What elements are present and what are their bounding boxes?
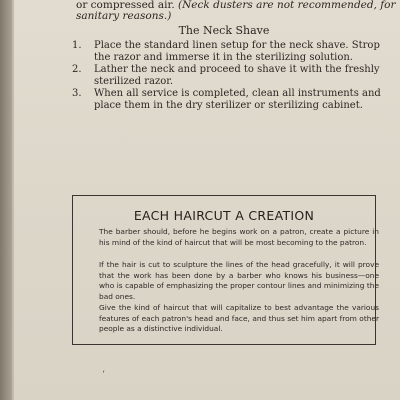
book-page bbox=[14, 0, 400, 400]
step-text: When all service is completed, clean all instruments and place them in the dry sterilizer or sterilizing cabinet. bbox=[94, 88, 381, 111]
steps-list bbox=[72, 40, 392, 112]
top-text-italic: (Neck dusters are not recommended, for bbox=[178, 0, 396, 11]
box-title: EACH HAIRCUT A CREATION bbox=[133, 208, 315, 223]
haircut-box bbox=[72, 195, 379, 345]
box-paragraph-3: Give the kind of haircut that will capitalize to best advantage the various features of each patron's head and face, and thus set him apart from other people as a distinctive individual. bbox=[99, 303, 379, 334]
top-text-line-2 bbox=[76, 10, 386, 22]
box-paragraph-2: If the hair is cut to sculpture the lines of the head gracefully, it will prove that the work has been done by a barber who knows his business—one who is capable of emphasizing the proper contour lines and minimizing the bad ones. bbox=[99, 260, 379, 301]
step-item bbox=[72, 88, 392, 111]
top-text-plain: or compressed air. bbox=[76, 0, 175, 11]
ink-mark: ‘ bbox=[102, 370, 105, 380]
page-edge bbox=[0, 0, 12, 400]
step-number: 3. bbox=[72, 88, 82, 99]
step-text: Lather the neck and proceed to shave it with the freshly sterilized razor. bbox=[94, 64, 380, 87]
step-item bbox=[72, 64, 392, 87]
section-title: The Neck Shave bbox=[178, 24, 270, 37]
step-item bbox=[72, 40, 392, 63]
box-paragraph-1: The barber should, before he begins work on a patron, create a picture in his mind of the kind of haircut that will be most becoming to the patron. bbox=[99, 227, 379, 247]
step-number: 1. bbox=[72, 40, 82, 51]
step-number: 2. bbox=[72, 64, 82, 75]
step-text: Place the standard linen setup for the neck shave. Strop the razor and immerse it in the sterilizing solution. bbox=[94, 40, 380, 63]
top-text-italic-2: sanitary reasons.) bbox=[76, 10, 172, 22]
